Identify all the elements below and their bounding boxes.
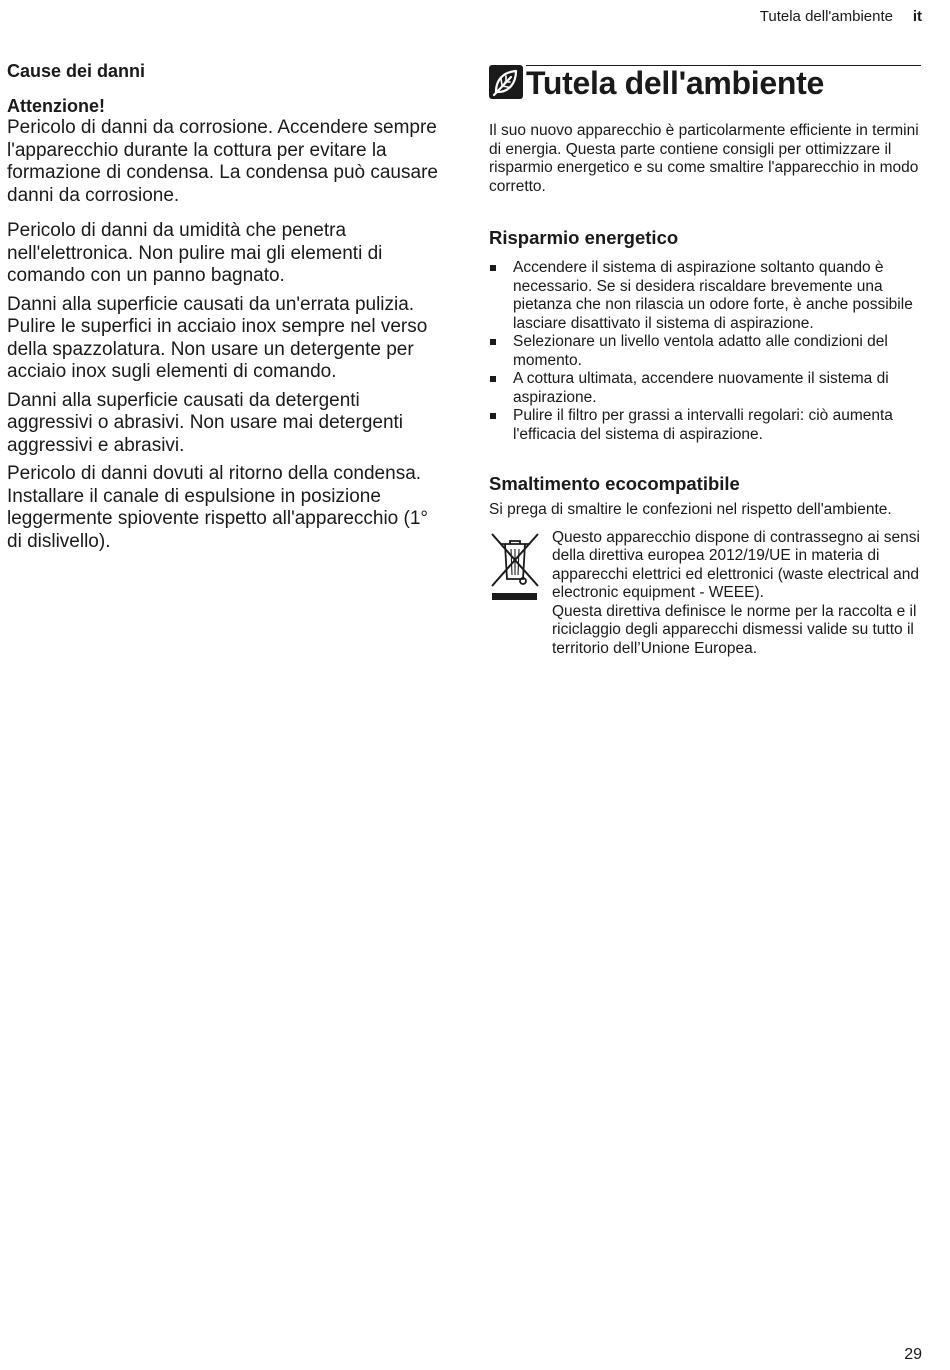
warning-paragraph: Pericolo di danni dovuti al ritorno della condensa. Installare il canale di espulsione in posizione leggermente spiovente rispetto all'apparecchio (1° di dislivello). [7, 463, 429, 552]
warning-paragraph: Pericolo di danni da corrosione. Accendere sempre l'apparecchio durante la cottura per evitare la formazione di condensa. La condensa può causare danni da corrosione. [7, 117, 438, 206]
right-column [489, 60, 929, 658]
bullet-square-icon [490, 413, 496, 419]
crossed-out-bin-icon [489, 531, 541, 603]
warning-paragraph: Danni alla superficie causati da detergenti aggressivi o abrasivi. Non usare mai detergenti aggressivi e abrasivi. [7, 389, 404, 456]
weee-paragraph: Questa direttiva definisce le norme per la raccolta e il riciclaggio degli apparecchi dismessi valide su tutto il territorio dell’Unione Europea. [552, 602, 917, 657]
warning-paragraph: Danni alla superficie causati da un'errata pulizia. Pulire le superfici in acciaio inox sempre nel verso della spazzolatura. Non usare un detergente per acciaio inox sugli elementi di comando. [7, 293, 428, 382]
bullet-square-icon [490, 339, 496, 345]
header-section-title: Tutela dell'ambiente [759, 8, 893, 25]
list-item [489, 407, 929, 444]
energy-tips-list [489, 259, 929, 444]
list-item-text: Pulire il filtro per grassi a intervalli regolari: ciò aumenta l'efficacia del sistema di aspirazione. [513, 407, 893, 443]
list-item [489, 370, 929, 407]
leaf-icon [489, 65, 523, 99]
energy-saving-heading: Risparmio energetico [489, 227, 679, 248]
attention-heading: Attenzione! [7, 96, 105, 116]
bullet-square-icon [490, 265, 496, 271]
weee-paragraph: Questo apparecchio dispone di contrassegno ai sensi della direttiva europea 2012/19/UE in materia di apparecchi elettrici ed elettronici (waste electrical and electronic equipment - WEEE). [552, 528, 920, 601]
left-column [7, 60, 447, 559]
list-item-text: Selezionare un livello ventola adatto alle condizioni del momento. [513, 333, 888, 369]
damage-causes-heading: Cause dei danni [7, 61, 146, 81]
bullet-square-icon [490, 376, 496, 382]
page-number: 29 [904, 1346, 922, 1363]
section-heading [489, 60, 929, 106]
weee-text [552, 529, 929, 659]
list-item-text: A cottura ultimata, accendere nuovamente il sistema di aspirazione. [513, 370, 889, 406]
weee-notice [489, 529, 929, 659]
warning-paragraph: Pericolo di danni da umidità che penetra nell'elettronica. Non pulire mai gli elementi di comando con un panno bagnato. [7, 220, 383, 286]
page-title: Tutela dell'ambiente [526, 65, 824, 101]
list-item [489, 333, 929, 370]
list-item-text: Accendere il sistema di aspirazione soltanto quando è necessario. Se si desidera riscaldare brevemente una pietanza che non rilascia un odore forte, è anche possibile lasciare disattivato il sistema di aspirazione. [513, 259, 913, 332]
intro-paragraph: Il suo nuovo apparecchio è particolarmente efficiente in termini di energia. Questa parte contiene consigli per ottimizzare il risparmio energetico e su come smaltire l'apparecchio in modo corretto. [489, 122, 919, 195]
header-language: it [912, 8, 922, 25]
list-item [489, 259, 929, 333]
disposal-heading: Smaltimento ecocompatibile [489, 473, 740, 494]
disposal-intro: Si prega di smaltire le confezioni nel rispetto dell'ambiente. [489, 501, 892, 518]
